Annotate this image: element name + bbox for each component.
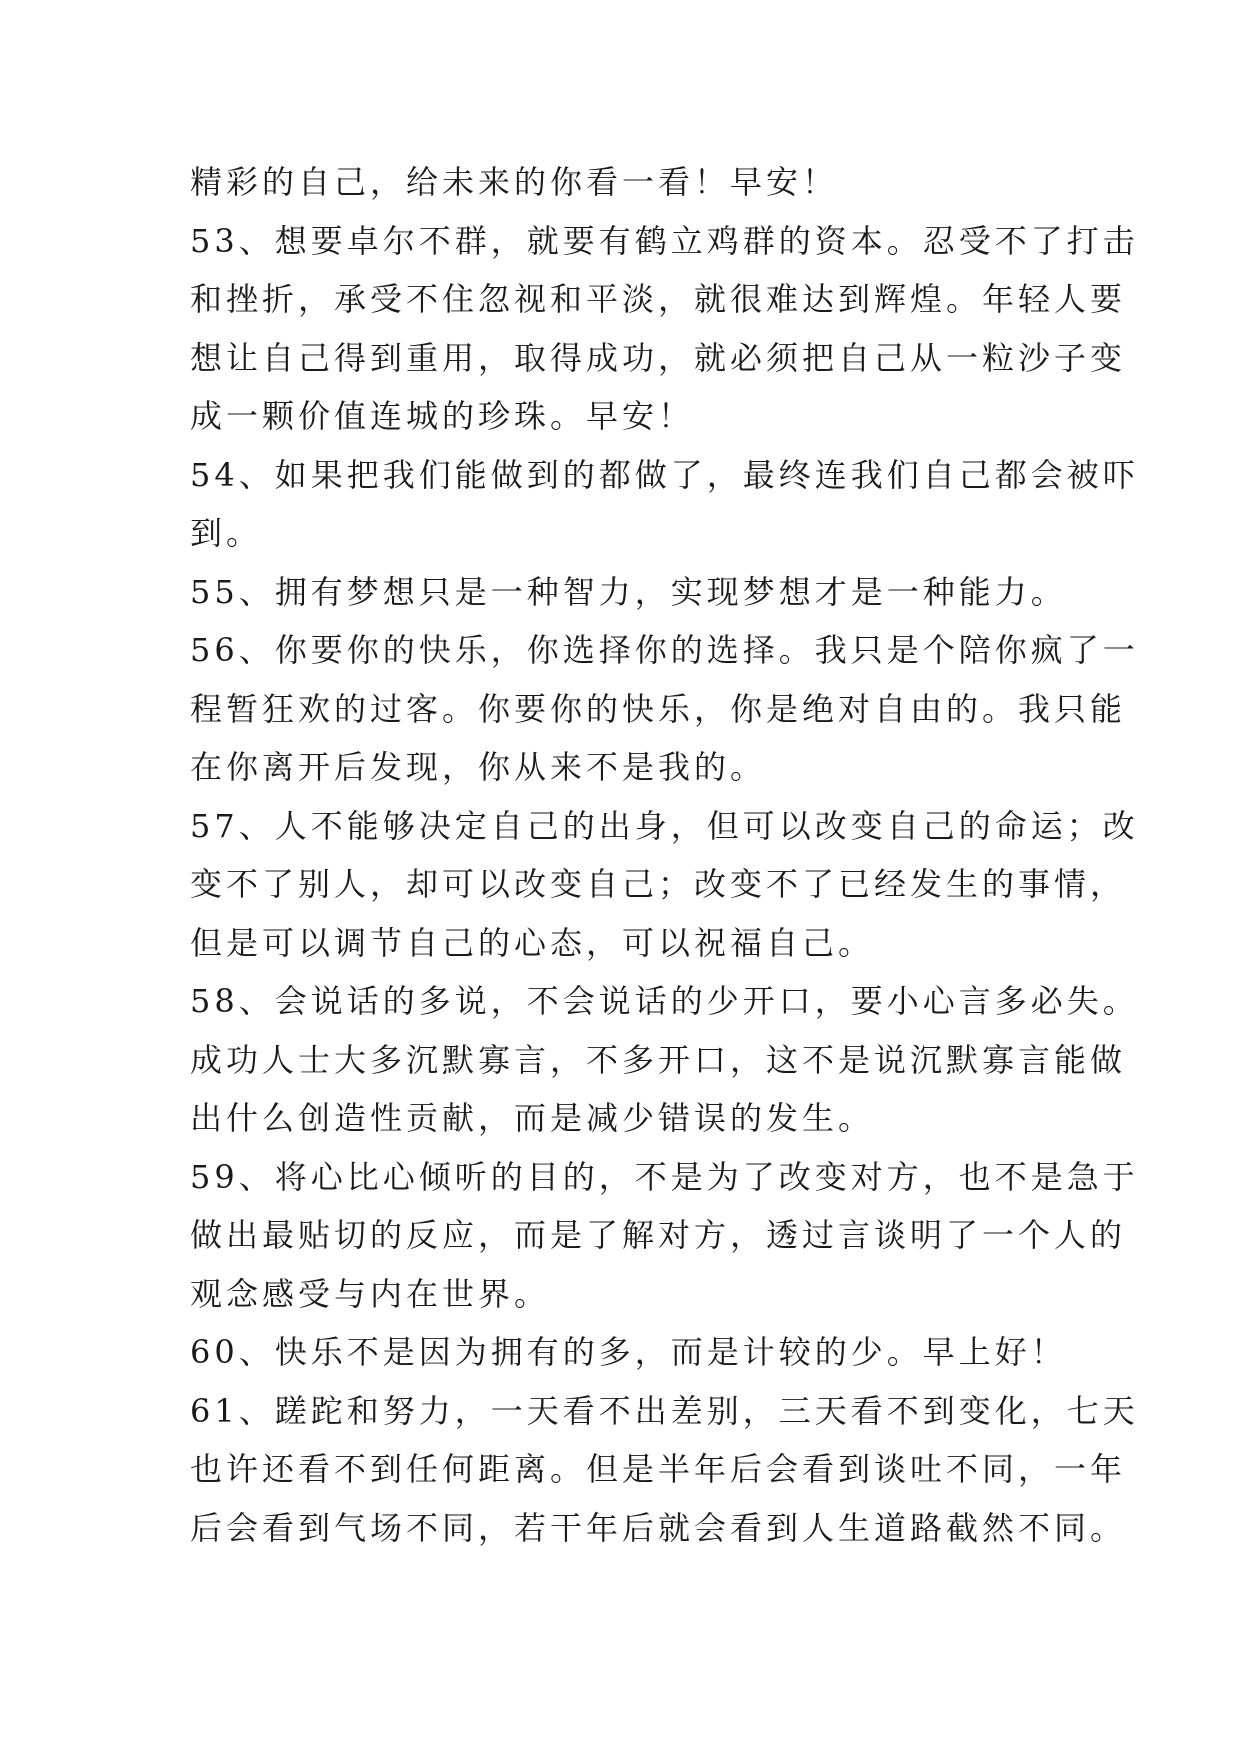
text-line: 59、将心比心倾听的目的，不是为了改变对方，也不是急于 bbox=[190, 1157, 1139, 1196]
text-line: 在你离开后发现，你从来不是我的。 bbox=[190, 748, 767, 786]
text-line: 程暂狂欢的过客。你要你的快乐，你是绝对自由的。我只能 bbox=[190, 689, 1127, 728]
text-line: 但是可以调节自己的心态，可以祝福自己。 bbox=[190, 923, 875, 962]
text-line: 和挫折，承受不住忽视和平淡，就很难达到辉煌。年轻人要 bbox=[190, 280, 1127, 318]
text-line: 53、想要卓尔不群，就要有鹤立鸡群的资本。忍受不了打击 bbox=[190, 221, 1139, 260]
text-line: 后会看到气场不同，若干年后就会看到人生道路截然不同。 bbox=[190, 1508, 1127, 1547]
text-line: 成一颗价值连城的珍珠。早安！ bbox=[190, 397, 695, 435]
text-line: 61、蹉跎和努力，一天看不出差别，三天看不到变化，七天 bbox=[190, 1391, 1139, 1430]
text-line: 56、你要你的快乐，你选择你的选择。我只是个陪你疯了一 bbox=[190, 631, 1139, 669]
text-line: 58、会说话的多说，不会说话的少开口，要小心言多必失。 bbox=[190, 982, 1139, 1020]
body-text bbox=[190, 153, 1139, 1557]
text-line: 想让自己得到重用，取得成功，就必须把自己从一粒沙子变 bbox=[190, 338, 1127, 377]
text-line: 变不了别人，却可以改变自己；改变不了已经发生的事情， bbox=[190, 865, 1127, 903]
text-line: 54、如果把我们能做到的都做了，最终连我们自己都会被吓 bbox=[190, 455, 1139, 494]
text-line: 出什么创造性贡献，而是减少错误的发生。 bbox=[190, 1099, 875, 1137]
text-line: 观念感受与内在世界。 bbox=[190, 1274, 551, 1313]
text-line: 做出最贴切的反应，而是了解对方，透过言谈明了一个人的 bbox=[190, 1216, 1127, 1254]
text-line: 60、快乐不是因为拥有的多，而是计较的少。早上好！ bbox=[190, 1333, 1067, 1371]
text-line: 到。 bbox=[190, 514, 263, 552]
text-line: 55、拥有梦想只是一种智力，实现梦想才是一种能力。 bbox=[190, 572, 1067, 611]
text-line: 57、人不能够决定自己的出身，但可以改变自己的命运；改 bbox=[190, 806, 1139, 845]
text-line: 精彩的自己，给未来的你看一看！早安！ bbox=[190, 163, 839, 201]
text-line: 成功人士大多沉默寡言，不多开口，这不是说沉默寡言能做 bbox=[190, 1040, 1127, 1079]
text-line: 也许还看不到任何距离。但是半年后会看到谈吐不同，一年 bbox=[190, 1450, 1127, 1488]
